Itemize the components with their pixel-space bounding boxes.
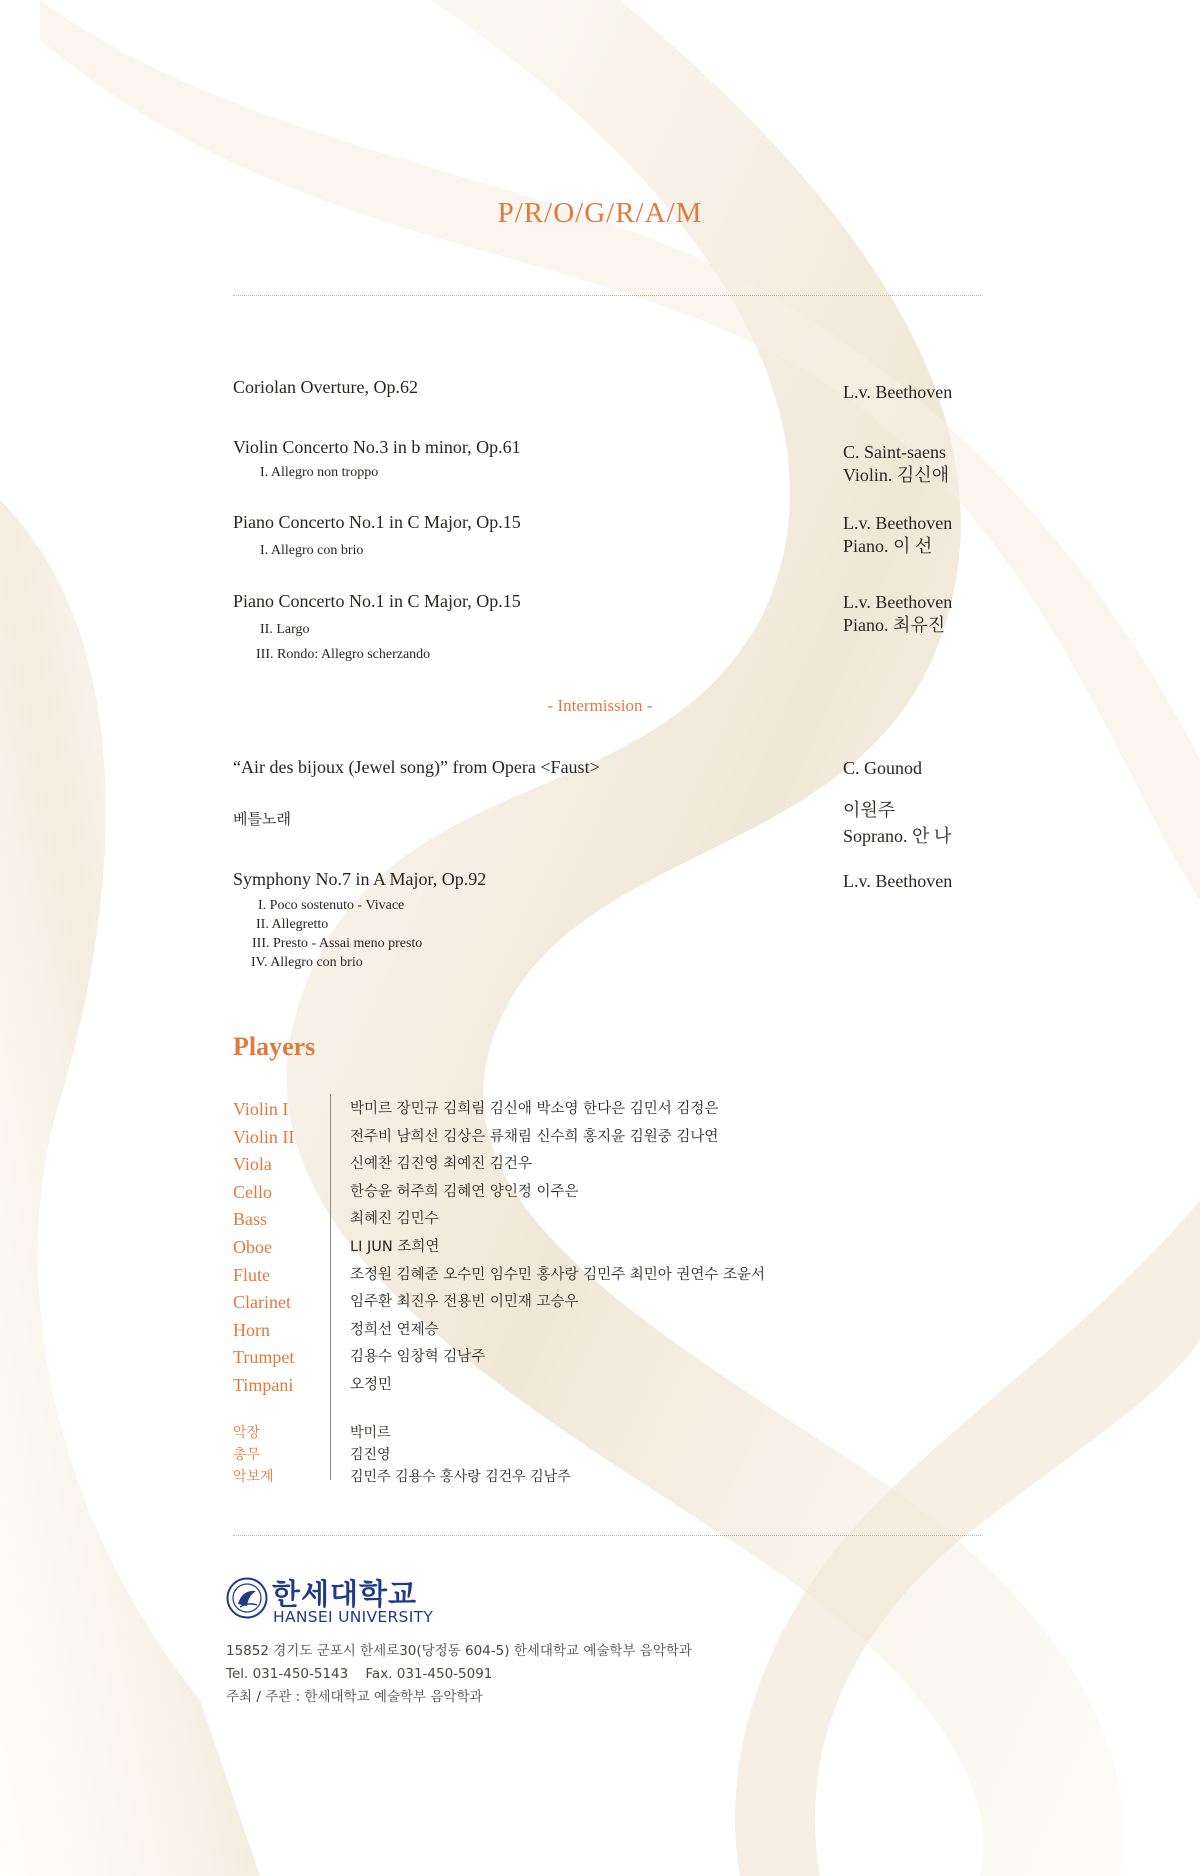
movement: III. Presto - Assai meno presto xyxy=(252,936,423,951)
section-members: LI JUN 조희연 xyxy=(350,1238,440,1255)
organizer: 주최 / 주관 : 한세대학교 예술학부 음악학과 xyxy=(226,1689,483,1705)
section-name: Flute xyxy=(233,1264,271,1285)
staff-roles xyxy=(233,1422,274,1488)
composer: C. Gounod xyxy=(843,758,923,778)
players-divider xyxy=(330,1094,331,1480)
university-name: 한세대학교 xyxy=(272,1577,418,1611)
section-members: 최혜진 김민수 xyxy=(350,1211,439,1228)
staff-role: 악장 xyxy=(233,1425,261,1441)
staff-name: 박미르 xyxy=(350,1425,391,1441)
university-name-english: HANSEI UNIVERSITY xyxy=(273,1608,434,1626)
piece-title: Coriolan Overture, Op.62 xyxy=(233,377,418,397)
contact-info: Tel. 031-450-5143 Fax. 031-450-5091 xyxy=(226,1666,493,1682)
movement: II. Allegretto xyxy=(256,917,329,932)
members-list xyxy=(350,1096,765,1400)
section-name: Bass xyxy=(233,1209,268,1230)
section-name: Violin I xyxy=(233,1099,289,1119)
section-members: 임주환 최진우 전용빈 이민재 고승우 xyxy=(350,1294,579,1311)
section-members: 정희선 연제승 xyxy=(350,1321,439,1338)
composer: L.v. Beethoven xyxy=(843,382,953,402)
piece-title: Piano Concerto No.1 in C Major, Op.15 xyxy=(233,591,521,611)
piece-title: 베틀노래 xyxy=(233,810,291,828)
section-name: Oboe xyxy=(233,1236,272,1257)
program-title: P/R/O/G/R/A/M xyxy=(497,197,703,229)
intermission-label: - Intermission - xyxy=(547,696,653,715)
composer: L.v. Beethoven xyxy=(843,513,953,533)
section-members: 신예찬 김진영 최예진 김건우 xyxy=(350,1156,532,1173)
section-name: Viola xyxy=(233,1154,272,1175)
section-members: 전주비 남희선 김상은 류채림 신수희 홍지윤 김원중 김나연 xyxy=(350,1128,719,1145)
staff-name: 김민주 김용수 홍사랑 김건우 김남주 xyxy=(350,1469,571,1485)
section-members: 조정원 김혜준 오수민 임수민 홍사랑 김민주 최민아 권연수 조윤서 xyxy=(350,1266,766,1283)
staff-role: 악보계 xyxy=(233,1469,274,1485)
performer: Soprano. 안 나 xyxy=(843,826,952,846)
composer: C. Saint-saens xyxy=(843,442,946,462)
piece-title: Symphony No.7 in A Major, Op.92 xyxy=(233,869,487,889)
players-heading: Players xyxy=(233,1032,316,1061)
composer: 이원주 xyxy=(843,800,896,820)
staff-name: 김진영 xyxy=(350,1447,391,1463)
movement: I. Poco sostenuto - Vivace xyxy=(258,898,405,913)
address: 15852 경기도 군포시 한세로30(당정동 604-5) 한세대학교 예술학부 음악학과 xyxy=(226,1643,692,1659)
piece-title: “Air des bijoux (Jewel song)” from Opera <Faust> xyxy=(233,757,600,777)
movement: I. Allegro con brio xyxy=(260,543,364,558)
section-name: Violin II xyxy=(233,1126,295,1147)
section-members: 한승윤 허주희 김혜연 양인정 이주은 xyxy=(350,1183,579,1200)
university-emblem-icon xyxy=(226,1577,268,1619)
movement: II. Largo xyxy=(260,622,310,637)
staff-names xyxy=(350,1422,571,1488)
section-name: Trumpet xyxy=(233,1347,295,1368)
performer: Violin. 김신애 xyxy=(843,465,950,485)
bottom-divider xyxy=(233,1535,981,1536)
movement: III. Rondo: Allegro scherzando xyxy=(256,647,431,662)
performer: Piano. 이 선 xyxy=(843,536,933,556)
section-name: Clarinet xyxy=(233,1292,291,1313)
piece-title: Piano Concerto No.1 in C Major, Op.15 xyxy=(233,512,521,532)
performer: Piano. 최유진 xyxy=(843,615,946,635)
section-members: 박미르 장민규 김희림 김신애 박소영 한다은 김민서 김정은 xyxy=(350,1101,719,1117)
section-list xyxy=(233,1096,294,1400)
composer: L.v. Beethoven xyxy=(843,871,953,891)
piece-title: Violin Concerto No.3 in b minor, Op.61 xyxy=(233,437,521,457)
movement: I. Allegro non troppo xyxy=(260,465,379,480)
section-members: 김용수 임창혁 김남주 xyxy=(350,1349,486,1366)
section-name: Cello xyxy=(233,1181,272,1202)
composer: L.v. Beethoven xyxy=(843,592,953,612)
staff-role: 총무 xyxy=(233,1447,261,1463)
movement: IV. Allegro con brio xyxy=(251,955,363,970)
section-name: Timpani xyxy=(233,1374,294,1395)
section-members: 오정민 xyxy=(350,1376,393,1393)
top-divider xyxy=(233,295,981,296)
section-name: Horn xyxy=(233,1319,270,1340)
footer-info xyxy=(226,1640,692,1709)
